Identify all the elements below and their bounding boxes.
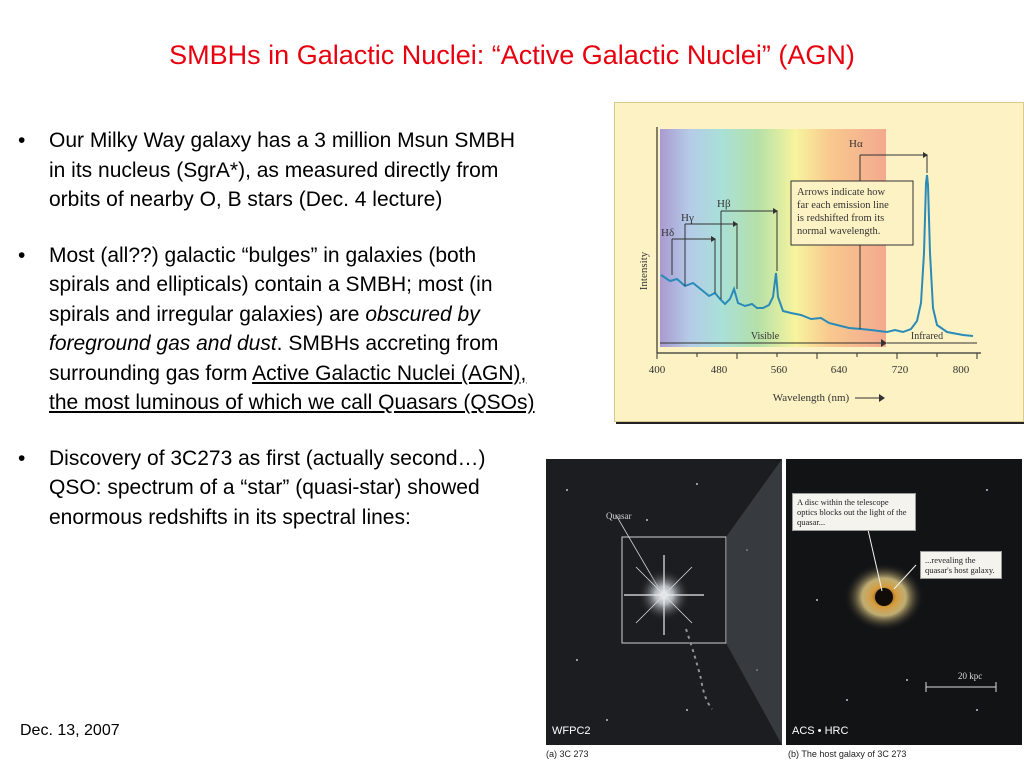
h-gamma-label: Hγ bbox=[681, 212, 694, 224]
quasar-drawing bbox=[546, 459, 782, 745]
acs-hrc-label: ACS • HRC bbox=[792, 725, 849, 737]
h-delta-label: Hδ bbox=[661, 227, 675, 239]
tick-label-800: 800 bbox=[952, 364, 970, 376]
h-beta-label: Hβ bbox=[717, 198, 731, 210]
quasar-label: Quasar bbox=[606, 511, 632, 521]
bullet-item: • Most (all??) galactic “bulges” in galaxies (both spirals and ellipticals) contain a SMBH; most (in spirals and irregular galaxies) are obscured by foreground gas and dust. SMBHs accreting from surrounding gas form Active Galactic Nuclei (AGN), the most luminous of which we call Quasars (QSOs) bbox=[18, 241, 536, 418]
x-tick-labels bbox=[649, 364, 970, 376]
quasar-figure bbox=[546, 459, 1022, 765]
callout-host-galaxy: ...revealing the quasar's host galaxy. bbox=[920, 551, 1002, 579]
bullet-item: • Our Milky Way galaxy has a 3 million Msun SMBH in its nucleus (SgrA*), as measured directly from orbits of nearby O, B stars (Dec. 4 lecture) bbox=[18, 126, 536, 215]
tick-label-480: 480 bbox=[710, 364, 728, 376]
tick-label-720: 720 bbox=[891, 364, 909, 376]
slide-title: SMBHs in Galactic Nuclei: “Active Galactic Nuclei” (AGN) bbox=[169, 40, 855, 70]
spectrum-plot bbox=[615, 103, 1023, 421]
svg-text:far each emission line: far each emission line bbox=[797, 200, 889, 211]
quasar-image-panel bbox=[546, 459, 782, 745]
quasar-jet bbox=[686, 629, 712, 709]
scale-label: 20 kpc bbox=[958, 671, 983, 681]
callout-disc: A disc within the telescope optics blocks out the light of the quasar... bbox=[792, 493, 916, 531]
bullet-list bbox=[18, 126, 536, 558]
x-axis-label: Wavelength (nm) bbox=[772, 392, 850, 404]
x-ticks bbox=[657, 353, 977, 359]
zoom-projection bbox=[726, 459, 782, 745]
italic-phrase: obscured by foreground gas and dust bbox=[49, 302, 480, 355]
tick-label-640: 640 bbox=[830, 364, 848, 376]
tick-label-400: 400 bbox=[648, 364, 666, 376]
y-axis-label: Intensity bbox=[638, 251, 650, 291]
caption-a: (a) 3C 273 bbox=[546, 749, 589, 759]
infrared-label: Infrared bbox=[910, 331, 944, 342]
caption-b: (b) The host galaxy of 3C 273 bbox=[788, 749, 907, 759]
occulting-disc bbox=[875, 588, 893, 606]
slide-footer-date: Dec. 13, 2007 bbox=[20, 722, 120, 739]
visible-label: Visible bbox=[750, 331, 780, 342]
underlined-phrase: Active Galactic Nuclei (AGN), the most luminous of which we call Quasars (QSOs) bbox=[49, 361, 535, 414]
h-alpha-label: Hα bbox=[849, 138, 863, 150]
bullet-item: • Discovery of 3C273 as first (actually second…) QSO: spectrum of a “star” (quasi-star) showed enormous redshifts in its spectral lines: bbox=[18, 444, 536, 533]
spectrum-figure bbox=[614, 102, 1024, 422]
x-axis-arrowhead bbox=[879, 394, 885, 402]
wfpc2-label: WFPC2 bbox=[552, 725, 591, 737]
tick-label-560: 560 bbox=[770, 364, 788, 376]
svg-text:normal wavelength.: normal wavelength. bbox=[797, 226, 881, 237]
svg-text:is redshifted from its: is redshifted from its bbox=[797, 213, 885, 224]
svg-text:Arrows indicate how: Arrows indicate how bbox=[797, 187, 886, 198]
host-galaxy-panel bbox=[786, 459, 1022, 745]
